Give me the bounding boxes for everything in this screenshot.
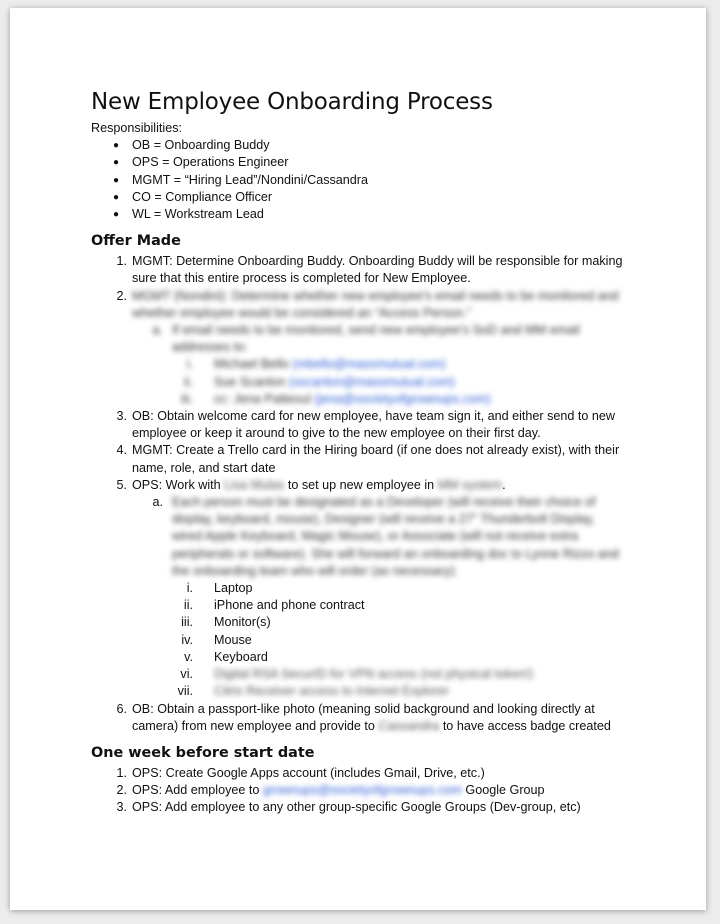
list-text: to have access badge created	[442, 718, 611, 733]
list-text: OPS: Work with	[132, 477, 221, 492]
list-number: 4.	[116, 443, 127, 458]
list-roman: ii.	[183, 598, 193, 613]
equipment-item	[91, 632, 651, 649]
redacted-name: Sue Scanlon	[214, 374, 286, 389]
role-item: ● OPS = Operations Engineer	[91, 154, 651, 171]
redacted-name: Lisa Mulas	[224, 477, 285, 492]
redacted-name: cc: Jena Patteoul	[214, 391, 311, 406]
contact-item-redacted	[91, 374, 651, 391]
role-item: ● MGMT = “Hiring Lead”/Nondini/Cassandra	[91, 172, 651, 189]
redacted-text: peripherals or software). She will forward an onboarding doc to Lynne Rizzo and	[172, 546, 619, 561]
equipment-item-redacted	[91, 683, 651, 700]
redacted-text: wired Apple Keyboard, Magic Mouse), or Associate (will not receive extra	[172, 529, 578, 544]
list-number: 1.	[116, 765, 127, 780]
list-roman: ii.	[183, 374, 193, 389]
list-roman: vii.	[177, 684, 193, 699]
equipment-item	[91, 649, 651, 666]
contact-item-redacted	[91, 391, 651, 408]
list-item	[91, 477, 651, 494]
list-text: OB: Obtain a passport-like photo (meaning solid background and looking directly at	[132, 701, 595, 716]
list-roman: vi.	[180, 667, 193, 682]
list-roman: iv.	[181, 632, 193, 647]
role-item: ● OB = Onboarding Buddy	[91, 137, 651, 154]
list-letter: a.	[152, 323, 163, 338]
redacted-text: the onboarding team who will order (as necessary):	[172, 563, 458, 578]
list-item	[91, 442, 651, 476]
list-roman: i.	[186, 581, 193, 596]
list-roman: iii.	[181, 391, 193, 406]
list-item	[91, 253, 651, 287]
list-item	[91, 782, 651, 799]
document-page	[10, 8, 706, 910]
equipment-text: Keyboard	[214, 649, 268, 664]
list-number: 2.	[116, 288, 127, 303]
redacted-text: MM system	[437, 477, 503, 492]
document-title: New Employee Onboarding Process	[91, 89, 493, 115]
equipment-item	[91, 614, 651, 631]
list-text: employee or keep it around to give to the new employee on their first day.	[132, 426, 541, 441]
document-content	[91, 88, 651, 817]
list-text: name, role, and start date	[132, 460, 276, 475]
sub-list-item-redacted	[91, 322, 651, 356]
roles-list	[91, 137, 651, 223]
equipment-text: Laptop	[214, 581, 253, 596]
list-number: 6.	[116, 701, 127, 716]
list-text: MGMT: Determine Onboarding Buddy. Onboarding Buddy will be responsible for making	[132, 254, 623, 269]
redacted-text: whether employee would be considered an “Access Person.”	[132, 305, 471, 320]
list-item	[91, 799, 651, 816]
equipment-item	[91, 580, 651, 597]
equipment-item	[91, 597, 651, 614]
email-link[interactable]: (mbello@massmutual.com)	[292, 357, 446, 372]
list-text: OB: Obtain welcome card for new employee, have team sign it, and either send to new	[132, 409, 616, 424]
list-text: Google Group	[465, 783, 545, 798]
redacted-name: Michael Bello	[214, 357, 289, 372]
list-letter: a.	[152, 495, 163, 510]
list-text: to set up new employee in	[287, 477, 435, 492]
list-item-redacted	[91, 288, 651, 322]
redacted-name: Cassandra	[378, 718, 440, 733]
list-roman: v.	[184, 649, 193, 664]
redacted-text: Each person must be designated as a Developer (will receive their choice of	[172, 495, 596, 510]
redacted-text: MGMT (Nondini): Determine whether new employee's email needs to be monitored and	[132, 288, 619, 303]
section-heading-offer-made: Offer Made	[91, 233, 181, 250]
redacted-text: addresses to:	[172, 340, 248, 355]
list-number: 3.	[116, 800, 127, 815]
list-text: OPS: Create Google Apps account (includes Gmail, Drive, etc.)	[132, 765, 485, 780]
list-roman: iii.	[181, 615, 193, 630]
contact-item-redacted	[91, 356, 651, 373]
list-item	[91, 765, 651, 782]
list-number: 3.	[116, 409, 127, 424]
list-item	[91, 408, 651, 442]
equipment-item-redacted	[91, 666, 651, 683]
equipment-text: iPhone and phone contract	[214, 598, 365, 613]
email-link[interactable]: (jena@societyofgrownups.com)	[314, 391, 491, 406]
list-text: MGMT: Create a Trello card in the Hiring board (if one does not already exist), with their	[132, 443, 620, 458]
list-text: sure that this entire process is completed for New Employee.	[132, 271, 471, 286]
list-number: 1.	[116, 254, 127, 269]
sub-list-item-redacted	[91, 494, 651, 580]
list-number: 5.	[116, 477, 127, 492]
google-group-link[interactable]: grownups@societyofgrownups.com	[262, 783, 462, 798]
redacted-text: If email needs to be monitored, send new employee's SoD and MM email	[172, 323, 580, 338]
equipment-text: Monitor(s)	[214, 615, 271, 630]
redacted-text: Digital RSA SecurID for VPN access (not physical token!)	[214, 667, 534, 682]
email-link[interactable]: (sscanlon@massmutual.com)	[288, 374, 455, 389]
equipment-text: Mouse	[214, 632, 252, 647]
redacted-text: Citrix Receiver access to Internet Explorer	[214, 684, 450, 699]
role-item: ● WL = Workstream Lead	[91, 206, 651, 223]
redacted-text: display, keyboard, mouse), Designer (will receive a 27” Thunderbolt Display,	[172, 512, 595, 527]
section-heading-one-week: One week before start date	[91, 744, 315, 761]
list-text: OPS: Add employee to any other group-specific Google Groups (Dev-group, etc)	[132, 800, 581, 815]
list-text: .	[502, 477, 506, 492]
list-text: OPS: Add employee to	[132, 783, 260, 798]
list-roman: i.	[186, 357, 193, 372]
list-item	[91, 701, 651, 735]
list-text: camera) from new employee and provide to	[132, 718, 375, 733]
role-item: ● CO = Compliance Officer	[91, 189, 651, 206]
list-number: 2.	[116, 783, 127, 798]
responsibilities-label: Responsibilities:	[91, 121, 182, 135]
